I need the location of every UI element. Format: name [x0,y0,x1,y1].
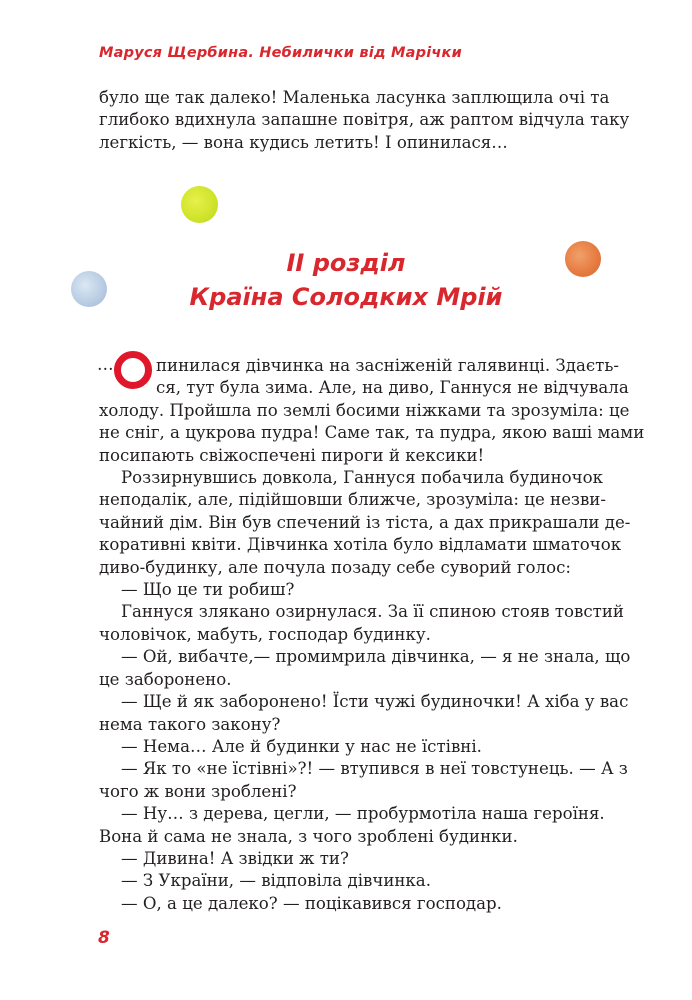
running-head: Маруся Щербина. Небилички від Марічки [99,45,462,61]
dialogue-line: — О, а це далеко? — поцікавився господар. [121,893,502,913]
dialogue-line: — Ще й як заборонено! Їсти чужі будиночки! А хіба у вас [121,692,629,712]
text-line: нема такого закону? [99,714,281,734]
dialogue-line: — Ой, вибачте,— промимрила дівчинка, — я не знала, що [121,647,631,667]
yellow-dot-decoration [181,186,218,223]
text-line: холоду. Пройшла по землі босими ніжками та зрозуміла: це [99,400,630,420]
dialogue-line: — Дивина! А звідки ж ти? [121,848,349,868]
text-line: пинилася дівчинка на засніженій галявинці. Здаєть- [156,356,619,375]
chapter-heading [0,246,692,314]
text-line: було ще так далеко! Маленька ласунка заплющила очі та [99,88,610,107]
text-line: глибоко вдихнула запашне повітря, аж раптом відчула таку [99,110,630,130]
text-line: чайний дім. Він був спечений із тіста, а дах прикрашали де- [99,512,631,532]
text-line: легкість, — вона кудись летить! І опинилася… [99,132,508,152]
page-number: 8 [98,928,110,948]
text-line: Роззирнувшись довкола, Ганнуся побачила будиночок [121,468,603,488]
text-line: диво-будинку, але почула позаду себе суворий голос: [99,557,571,577]
text-line: чого ж вони зроблені? [99,781,297,801]
text-line: посипають свіжоспечені пироги й кексики! [99,445,485,465]
text-line: чоловічок, мабуть, господар будинку. [99,624,431,644]
dialogue-line: — Як то «не їстівні»?! — втупився в неї товстунець. — А з [121,759,628,779]
dialogue-line: — Нема… Але й будинки у нас не їстівні. [121,736,482,756]
dialogue-line: — Що це ти робиш? [121,580,295,600]
dialogue-line: — Ну… з дерева, цегли, — пробурмотіла наша героїня. [121,804,605,824]
text-line: коративні квіти. Дівчинка хотіла було відламати шматочок [99,535,622,555]
text-line: ся, тут була зима. Але, на диво, Ганнуся не відчувала [156,378,629,398]
dropcap-lead: … [97,355,114,374]
text-line: це заборонено. [99,669,232,689]
chapter-body [99,355,645,915]
text-line: Вона й сама не знала, з чого зроблені будинки. [99,826,518,846]
chapter-number: ІІ розділ [286,249,406,277]
text-line: не сніг, а цукрова пудра! Саме так, та пудра, якою ваші мами [99,423,645,443]
chapter-title: Країна Солодких Мрій [189,283,503,311]
dialogue-line: — З України, — відповіла дівчинка. [121,871,431,891]
text-line: Ганнуся злякано озирнулася. За її спиною стояв товстий [121,602,624,622]
text-line: неподалік, але, підійшовши ближче, зрозуміла: це незви- [99,490,606,510]
intro-paragraph [99,87,630,154]
